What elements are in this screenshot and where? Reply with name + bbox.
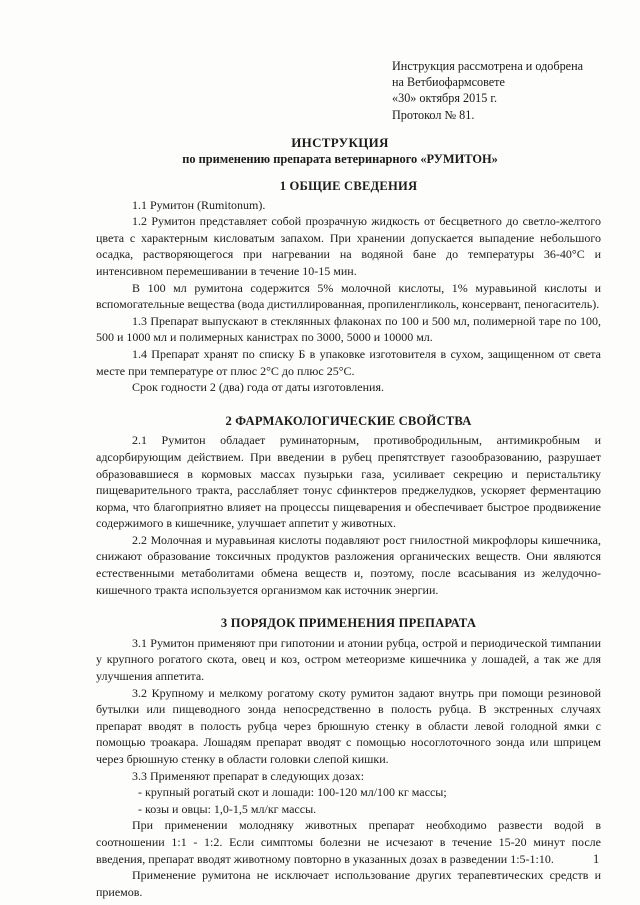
approval-date: «30» октября 2015 г. (392, 91, 498, 106)
paragraph: 2.1 Румитон обладает руминаторным, противобродильным, антимикробным и адсорбирующим действием. При введении в рубец препятствует газообразованию, разрушает образовавшиеся в кормовых массах пузырьки газа, усиливает секрецию и перистальтику пищеварительного тракта, расслабляет тонус сфинктеров преджелудков, ускоряет ферментацию корма, что благоприятно влияет на процессы пищеварения и обеспечивает быстрое продвижение содержимого в кишечнике, улучшает аппетит у животных. (96, 433, 601, 531)
paragraph: 1.4 Препарат хранят по списку Б в упаковке изготовителя в сухом, защищенном от света месте при температуре от плюс 2°С до плюс 25°С. (96, 346, 601, 378)
dose-item: - козы и овцы: 1,0-1,5 мл/кг массы. (138, 801, 317, 816)
approval-note (392, 58, 622, 123)
document-body (96, 178, 601, 900)
section-heading: 1 ОБЩИЕ СВЕДЕНИЯ (279, 179, 418, 193)
paragraph: В 100 мл румитона содержится 5% молочной кислоты, 1% муравьиной кислоты и вспомогательные вещества (вода дистиллированная, пропиленгликоль, консервант, пеногаситель). (96, 280, 601, 312)
title-block (100, 134, 580, 168)
approval-line: на Ветбиофармсовете (392, 75, 505, 90)
document-subtitle: по применению препарата ветеринарного «РУМИТОН» (182, 152, 498, 166)
paragraph: Срок годности 2 (два) года от даты изготовления. (132, 380, 384, 395)
document-title: ИНСТРУКЦИЯ (291, 135, 389, 150)
paragraph: 1.3 Препарат выпускают в стеклянных флаконах по 100 и 500 мл, полимерной таре по 100, 500 и 1000 мл и полимерных канистрах по 3000, 5000 и 10000 мл. (96, 313, 601, 345)
paragraph: 2.2 Молочная и муравьиная кислоты подавляют рост гнилостной микрофлоры кишечника, снижают образование токсичных продуктов разложения органических веществ. Они являются естественными метаболитами обмена веществ и, поэтому, после всасывания из желудочно-кишечного тракта используется организмом как источник энергии. (96, 532, 601, 597)
approval-line: Инструкция рассмотрена и одобрена (392, 59, 584, 73)
section-heading: 3 ПОРЯДОК ПРИМЕНЕНИЯ ПРЕПАРАТА (220, 616, 477, 631)
paragraph: 3.1 Румитон применяют при гипотонии и атонии рубца, острой и периодической тимпании у крупного рогатого скота, овец и коз, остром метеоризме кишечника у лошадей, а так же для улучшения аппетита. (96, 635, 601, 684)
paragraph: 1.2 Румитон представляет собой прозрачную жидкость от бесцветного до светло-желтого цвета с характерным кисловатым запахом. При хранении допускается выпадение небольшого осадка, растворяющегося при нагревании на водяной бане до температуры 36-40°С и интенсивном перемешивании в течение 10-15 мин. (96, 214, 601, 278)
dose-item: - крупный рогатый скот и лошади: 100-120 мл/100 кг массы; (138, 785, 447, 800)
paragraph: 3.2 Крупному и мелкому рогатому скоту румитон задают внутрь при помощи резиновой бутылки или пищеводного зонда непосредственно в полость рубца. В экстренных случаях препарат вводят в полость рубца через брюшную стенку в области левой голодной ямки с помощью троакара. Лошадям препарат вводят с помощью носоглоточного зонда или шприцем через брюшную стенку в области головки слепой кишки. (96, 685, 601, 766)
section-heading: 2 ФАРМАКОЛОГИЧЕСКИЕ СВОЙСТВА (225, 413, 472, 428)
page-number: 1 (593, 852, 600, 866)
paragraph: 3.3 Применяют препарат в следующих дозах: (132, 768, 365, 783)
paragraph: 1.1 Румитон (Rumitonum). (132, 197, 266, 212)
paragraph: При применении молодняку животных препарат необходимо развести водой в соотношении 1:1 - 1:2. Если симптомы болезни не исчезают в течение 15-20 минут после введения, препарат вводят животному повторно в указанных дозах в разведении 1:5-1:10. (96, 818, 601, 866)
paragraph: Применение румитона не исключает использование других терапевтических средств и приемов. (96, 868, 601, 899)
approval-protocol: Протокол № 81. (392, 107, 475, 122)
